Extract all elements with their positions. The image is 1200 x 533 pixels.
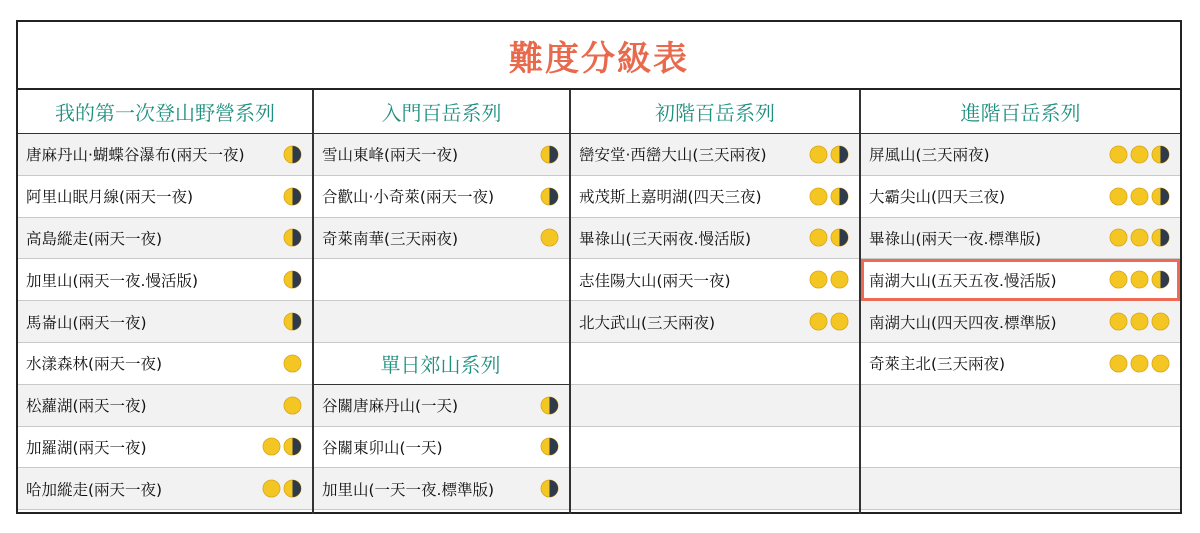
route-name: 南湖大山(四天四夜.標準版): [869, 313, 1057, 332]
list-item: [314, 134, 569, 176]
route-name: 高島縱走(兩天一夜): [26, 229, 163, 248]
list-item: [571, 134, 859, 176]
list-item: [571, 259, 859, 301]
list-item: [314, 427, 569, 469]
first-quarter-moon-icon: [1151, 145, 1170, 164]
full-moon-icon: [1151, 312, 1170, 331]
difficulty-rating: [1109, 354, 1170, 373]
first-quarter-moon-icon: [1151, 228, 1170, 247]
difficulty-rating: [1109, 312, 1170, 331]
first-quarter-moon-icon: [540, 145, 559, 164]
difficulty-rating: [262, 479, 302, 498]
route-name: 北大武山(三天兩夜): [579, 313, 716, 332]
first-quarter-moon-icon: [283, 270, 302, 289]
full-moon-icon: [1109, 354, 1128, 373]
route-name: 合歡山·小奇萊(兩天一夜): [322, 188, 495, 207]
difficulty-rating: [283, 396, 302, 415]
difficulty-rating: [540, 396, 559, 415]
first-quarter-moon-icon: [540, 479, 559, 498]
column-beginner-mountains: [571, 90, 859, 510]
list-item: [571, 301, 859, 343]
route-name: 屏風山(三天兩夜): [869, 146, 990, 165]
full-moon-icon: [1109, 270, 1128, 289]
list-item: [314, 468, 569, 510]
full-moon-icon: [830, 270, 849, 289]
first-quarter-moon-icon: [283, 145, 302, 164]
difficulty-rating: [283, 187, 302, 206]
first-quarter-moon-icon: [540, 437, 559, 456]
full-moon-icon: [1130, 270, 1149, 289]
difficulty-rating: [809, 145, 849, 164]
first-quarter-moon-icon: [540, 187, 559, 206]
list-item: [861, 176, 1180, 218]
list-item: [571, 343, 859, 385]
route-name: 加里山(一天一夜.標準版): [322, 480, 495, 499]
section-heading: 單日郊山系列: [314, 343, 569, 385]
full-moon-icon: [262, 479, 281, 498]
list-item: [861, 385, 1180, 427]
route-name: 南湖大山(五天五夜.慢活版): [869, 271, 1057, 290]
difficulty-rating: [1109, 187, 1170, 206]
route-name: 志佳陽大山(兩天一夜): [579, 271, 731, 290]
column-heading: 初階百岳系列: [571, 90, 859, 134]
difficulty-rating: [809, 228, 849, 247]
difficulty-rating: [283, 145, 302, 164]
first-quarter-moon-icon: [830, 187, 849, 206]
full-moon-icon: [809, 270, 828, 289]
list-item: [314, 176, 569, 218]
list-item: [18, 259, 312, 301]
first-quarter-moon-icon: [283, 479, 302, 498]
difficulty-rating: [283, 228, 302, 247]
list-item: [18, 468, 312, 510]
column-advanced-mountains: [861, 90, 1180, 510]
full-moon-icon: [809, 228, 828, 247]
list-item: [18, 343, 312, 385]
full-moon-icon: [1130, 145, 1149, 164]
full-moon-icon: [1130, 312, 1149, 331]
route-name: 奇萊南華(三天兩夜): [322, 229, 459, 248]
difficulty-rating: [540, 145, 559, 164]
difficulty-rating: [540, 437, 559, 456]
first-quarter-moon-icon: [540, 396, 559, 415]
list-item: [861, 301, 1180, 343]
column-first-camping: [18, 90, 312, 510]
full-moon-icon: [1130, 354, 1149, 373]
list-item: [314, 301, 569, 343]
list-item: [314, 218, 569, 260]
route-name: 戒茂斯上嘉明湖(四天三夜): [579, 188, 762, 207]
list-item: [18, 176, 312, 218]
full-moon-icon: [809, 145, 828, 164]
list-item: [571, 468, 859, 510]
first-quarter-moon-icon: [283, 228, 302, 247]
route-name: 雪山東峰(兩天一夜): [322, 146, 459, 165]
first-quarter-moon-icon: [283, 187, 302, 206]
full-moon-icon: [1109, 228, 1128, 247]
first-quarter-moon-icon: [1151, 187, 1170, 206]
column-divider: [569, 90, 571, 514]
full-moon-icon: [1130, 228, 1149, 247]
full-moon-icon: [540, 228, 559, 247]
route-name: 阿里山眠月線(兩天一夜): [26, 188, 194, 207]
list-item: [18, 301, 312, 343]
list-item: [861, 343, 1180, 385]
route-name: 唐麻丹山·蝴蝶谷瀑布(兩天一夜): [26, 146, 245, 165]
full-moon-icon: [262, 437, 281, 456]
difficulty-rating: [809, 187, 849, 206]
list-item: [861, 427, 1180, 469]
first-quarter-moon-icon: [1151, 270, 1170, 289]
route-name: 巒安堂·西巒大山(三天兩夜): [579, 146, 767, 165]
full-moon-icon: [283, 396, 302, 415]
list-item: [571, 218, 859, 260]
full-moon-icon: [1109, 145, 1128, 164]
list-item: [314, 259, 569, 301]
first-quarter-moon-icon: [830, 228, 849, 247]
column-heading: 入門百岳系列: [314, 90, 569, 134]
list-item: [18, 385, 312, 427]
full-moon-icon: [1151, 354, 1170, 373]
full-moon-icon: [809, 312, 828, 331]
route-name: 畢祿山(兩天一夜.標準版): [869, 229, 1042, 248]
column-divider: [859, 90, 861, 514]
route-name: 加羅湖(兩天一夜): [26, 438, 147, 457]
list-item: [571, 385, 859, 427]
column-divider: [312, 90, 314, 514]
page-title: 難度分級表: [509, 38, 689, 79]
full-moon-icon: [1109, 312, 1128, 331]
difficulty-rating: [809, 312, 849, 331]
full-moon-icon: [283, 354, 302, 373]
difficulty-rating: [1109, 145, 1170, 164]
list-item-highlighted: [861, 259, 1180, 301]
route-name: 哈加縱走(兩天一夜): [26, 480, 163, 499]
route-name: 水漾森林(兩天一夜): [26, 355, 163, 374]
list-item: [18, 427, 312, 469]
full-moon-icon: [830, 312, 849, 331]
list-item: [18, 218, 312, 260]
route-name: 松蘿湖(兩天一夜): [26, 397, 147, 416]
column-intro-mountains: [314, 90, 569, 510]
column-heading: 進階百岳系列: [861, 90, 1180, 134]
route-name: 谷關東卯山(一天): [322, 438, 443, 457]
difficulty-rating: [283, 354, 302, 373]
route-name: 谷關唐麻丹山(一天): [322, 397, 459, 416]
list-item: [314, 385, 569, 427]
first-quarter-moon-icon: [283, 312, 302, 331]
column-heading: 我的第一次登山野營系列: [18, 90, 312, 134]
full-moon-icon: [1109, 187, 1128, 206]
list-item: [861, 134, 1180, 176]
difficulty-rating: [283, 312, 302, 331]
list-item: [861, 468, 1180, 510]
difficulty-rating: [809, 270, 849, 289]
difficulty-rating: [540, 228, 559, 247]
route-name: 大霸尖山(四天三夜): [869, 188, 1006, 207]
full-moon-icon: [1130, 187, 1149, 206]
list-item: [571, 176, 859, 218]
difficulty-rating: [1109, 270, 1170, 289]
difficulty-rating: [540, 187, 559, 206]
first-quarter-moon-icon: [830, 145, 849, 164]
full-moon-icon: [809, 187, 828, 206]
list-item: [861, 218, 1180, 260]
difficulty-rating: [1109, 228, 1170, 247]
difficulty-rating: [540, 479, 559, 498]
route-name: 馬崙山(兩天一夜): [26, 313, 147, 332]
route-name: 加里山(兩天一夜.慢活版): [26, 271, 199, 290]
route-name: 奇萊主北(三天兩夜): [869, 355, 1006, 374]
list-item: [571, 427, 859, 469]
difficulty-rating: [262, 437, 302, 456]
route-name: 畢祿山(三天兩夜.慢活版): [579, 229, 752, 248]
first-quarter-moon-icon: [283, 437, 302, 456]
list-item: [18, 134, 312, 176]
difficulty-rating: [283, 270, 302, 289]
